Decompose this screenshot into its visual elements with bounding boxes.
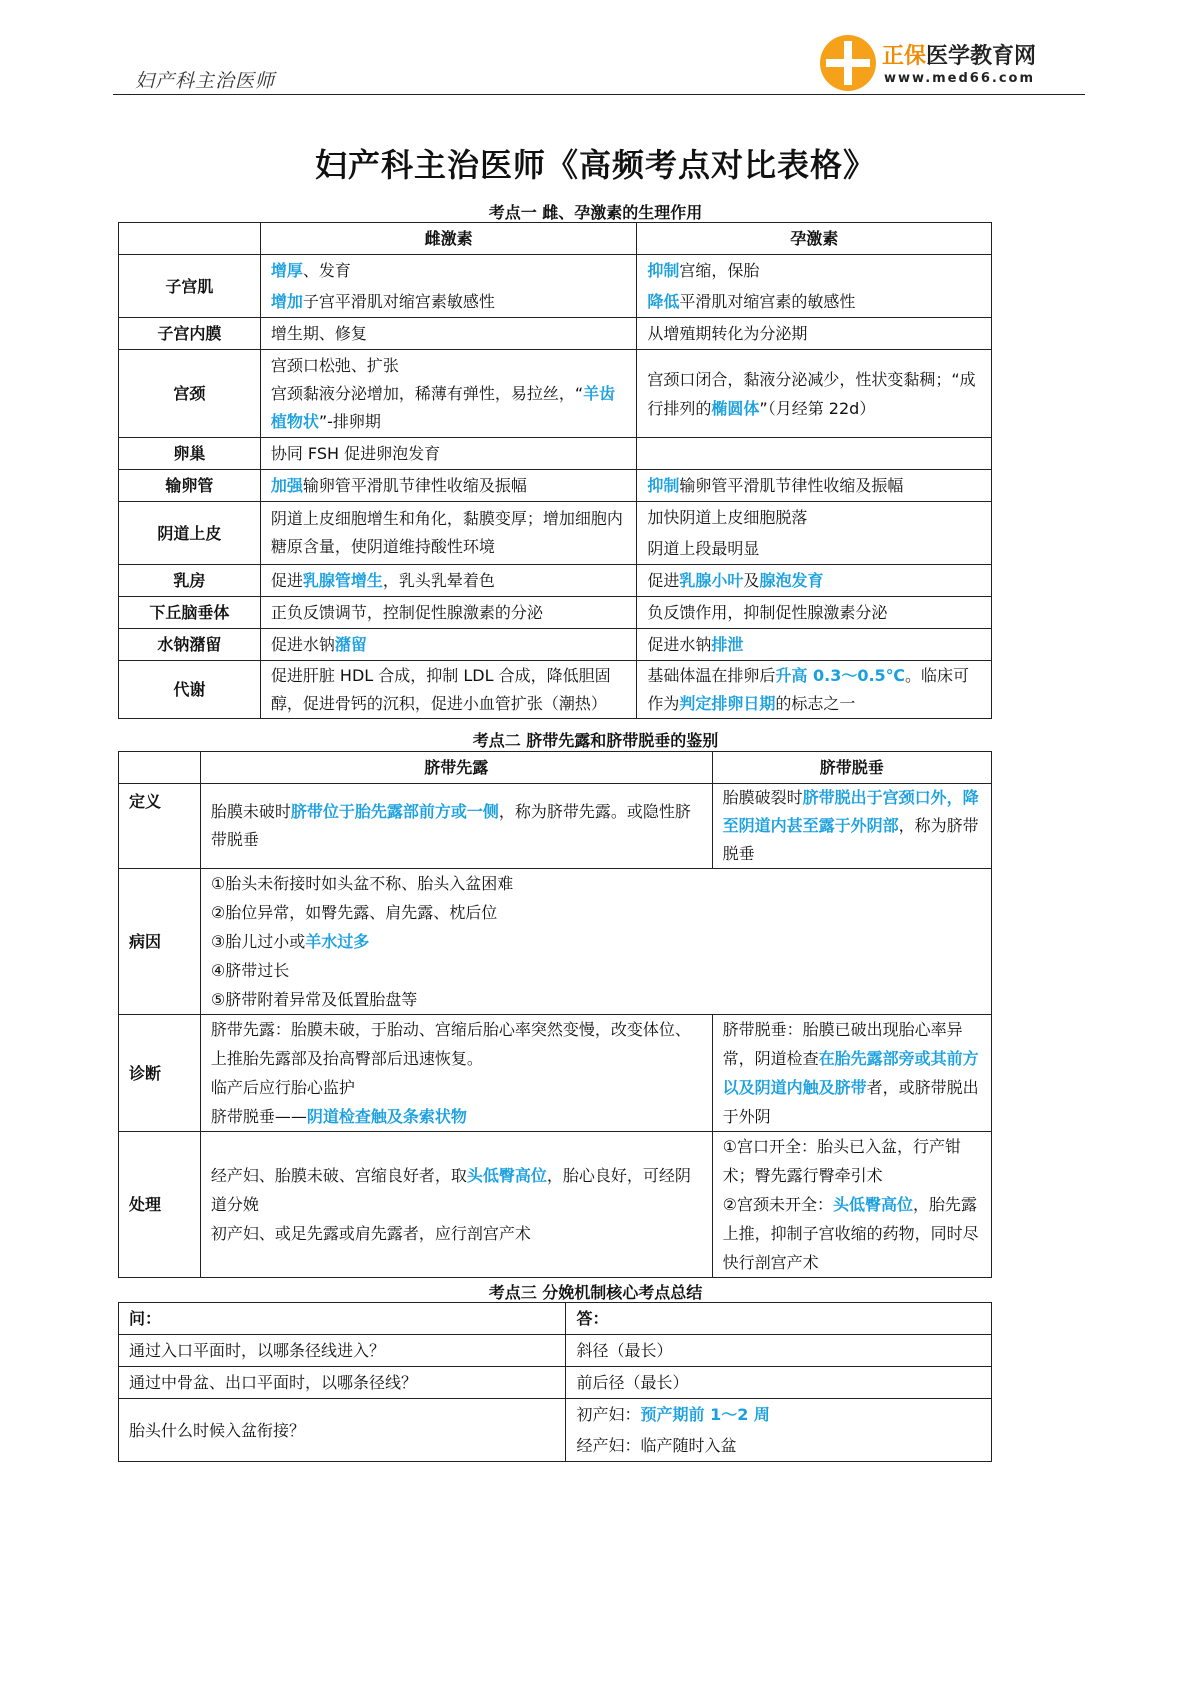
col-header-estrogen: 雌激素 bbox=[260, 223, 637, 255]
table-row bbox=[119, 470, 992, 502]
table-row bbox=[119, 869, 992, 1015]
header-subject: 妇产科主治医师 bbox=[135, 70, 276, 92]
question-cell: 通过入口平面时，以哪条径线进入？ bbox=[119, 1335, 566, 1367]
progesterone-cell: 促进水钠排泄 bbox=[637, 629, 992, 661]
progesterone-cell: 负反馈作用，抑制促性腺激素分泌 bbox=[637, 597, 992, 629]
hormone-table bbox=[118, 222, 992, 719]
table-row bbox=[119, 629, 992, 661]
estrogen-cell: 促进水钠潴留 bbox=[260, 629, 637, 661]
estrogen-cell: 促进乳腺管增生，乳头乳晕着色 bbox=[260, 565, 637, 597]
row-label: 子宫内膜 bbox=[119, 318, 261, 350]
table-row bbox=[119, 1367, 992, 1399]
estrogen-cell: 宫颈口松弛、扩张 宫颈黏液分泌增加，稀薄有弹性，易拉丝，“羊齿植物状”-排卵期 bbox=[260, 350, 637, 438]
col-header-progesterone: 孕激素 bbox=[637, 223, 992, 255]
table-row bbox=[119, 255, 992, 318]
question-cell: 胎头什么时候入盆衔接？ bbox=[119, 1399, 566, 1462]
table-row bbox=[119, 1015, 992, 1132]
section2-title: 考点二 脐带先露和脐带脱垂的鉴别 bbox=[472, 731, 719, 750]
row-label: 宫颈 bbox=[119, 350, 261, 438]
row-label: 病因 bbox=[119, 869, 201, 1015]
row-label: 诊断 bbox=[119, 1015, 201, 1132]
table-row bbox=[119, 597, 992, 629]
table-row bbox=[119, 350, 992, 438]
table-row bbox=[119, 784, 992, 869]
answer-cell: 初产妇：预产期前 1～2 周 经产妇：临产随时入盆 bbox=[566, 1399, 992, 1462]
logo-cross-icon bbox=[820, 35, 876, 91]
estrogen-cell: 协同 FSH 促进卵泡发育 bbox=[260, 438, 637, 470]
table-row bbox=[119, 318, 992, 350]
row-label: 定义 bbox=[119, 784, 201, 869]
estrogen-cell: 阴道上皮细胞增生和角化，黏膜变厚；增加细胞内糖原含量，使阴道维持酸性环境 bbox=[260, 502, 637, 565]
presentation-cell: 胎膜未破时脐带位于胎先露部前方或一侧，称为脐带先露。或隐性脐带脱垂 bbox=[200, 784, 712, 869]
table-row bbox=[119, 502, 992, 565]
answer-cell: 斜径（最长） bbox=[566, 1335, 992, 1367]
presentation-cell: 脐带先露：胎膜未破，于胎动、宫缩后胎心率突然变慢，改变体位、上推胎先露部及抬高臀部后迅速恢复。 临产后应行胎心监护 脐带脱垂——阴道检查触及条索状物 bbox=[200, 1015, 712, 1132]
progesterone-cell: 抑制宫缩，保胎 降低平滑肌对缩宫素的敏感性 bbox=[637, 255, 992, 318]
row-label: 输卵管 bbox=[119, 470, 261, 502]
section1-title: 考点一 雌、孕激素的生理作用 bbox=[488, 203, 703, 222]
estrogen-cell: 加强输卵管平滑肌节律性收缩及振幅 bbox=[260, 470, 637, 502]
table-corner bbox=[119, 752, 201, 784]
progesterone-cell: 抑制输卵管平滑肌节律性收缩及振幅 bbox=[637, 470, 992, 502]
page-title: 妇产科主治医师《高频考点对比表格》 bbox=[314, 146, 876, 184]
col-header-question: 问： bbox=[119, 1303, 566, 1335]
header-divider bbox=[113, 94, 1085, 95]
progesterone-cell bbox=[637, 438, 992, 470]
question-cell: 通过中骨盆、出口平面时，以哪条径线？ bbox=[119, 1367, 566, 1399]
row-label: 水钠潴留 bbox=[119, 629, 261, 661]
estrogen-cell: 促进肝脏 HDL 合成，抑制 LDL 合成，降低胆固醇，促进骨钙的沉积，促进小血管扩张（潮热） bbox=[260, 661, 637, 719]
prolapse-cell: 脐带脱垂：胎膜已破出现胎心率异常，阴道检查在胎先露部旁或其前方以及阴道内触及脐带者，或脐带脱出于外阴 bbox=[712, 1015, 991, 1132]
row-label: 处理 bbox=[119, 1132, 201, 1278]
presentation-cell: 经产妇、胎膜未破、宫缩良好者，取头低臀高位，胎心良好，可经阴道分娩 初产妇、或足先露或肩先露者，应行剖宫产术 bbox=[200, 1132, 712, 1278]
table-row bbox=[119, 438, 992, 470]
table-row bbox=[119, 1132, 992, 1278]
progesterone-cell: 加快阴道上皮细胞脱落 阴道上段最明显 bbox=[637, 502, 992, 565]
col-header-presentation: 脐带先露 bbox=[200, 752, 712, 784]
estrogen-cell: 增厚、发育 增加子宫平滑肌对缩宫素敏感性 bbox=[260, 255, 637, 318]
umbilical-table bbox=[118, 751, 992, 1278]
col-header-answer: 答： bbox=[566, 1303, 992, 1335]
prolapse-cell: ①宫口开全：胎头已入盆，行产钳术；臀先露行臀牵引术 ②宫颈未开全：头低臀高位，胎先露上推，抑制子宫收缩的药物，同时尽快行剖宫产术 bbox=[712, 1132, 991, 1278]
cause-cell: ①胎头未衔接时如头盆不称、胎头入盆困难 ②胎位异常，如臀先露、肩先露、枕后位 ③胎儿过小或羊水过多 ④脐带过长 ⑤脐带附着异常及低置胎盘等 bbox=[200, 869, 991, 1015]
brand-logo bbox=[820, 33, 1050, 93]
progesterone-cell: 促进乳腺小叶及腺泡发育 bbox=[637, 565, 992, 597]
table-row bbox=[119, 565, 992, 597]
logo-name: 正保医学教育网 bbox=[882, 44, 1037, 69]
progesterone-cell: 基础体温在排卵后升高 0.3～0.5℃。临床可作为判定排卵日期的标志之一 bbox=[637, 661, 992, 719]
answer-cell: 前后径（最长） bbox=[566, 1367, 992, 1399]
prolapse-cell: 胎膜破裂时脐带脱出于宫颈口外，降至阴道内甚至露于外阴部，称为脐带脱垂 bbox=[712, 784, 991, 869]
row-label: 子宫肌 bbox=[119, 255, 261, 318]
estrogen-cell: 增生期、修复 bbox=[260, 318, 637, 350]
table-row bbox=[119, 1335, 992, 1367]
table-row bbox=[119, 661, 992, 719]
row-label: 下丘脑垂体 bbox=[119, 597, 261, 629]
estrogen-cell: 正负反馈调节，控制促性腺激素的分泌 bbox=[260, 597, 637, 629]
row-label: 阴道上皮 bbox=[119, 502, 261, 565]
row-label: 卵巢 bbox=[119, 438, 261, 470]
col-header-prolapse: 脐带脱垂 bbox=[712, 752, 991, 784]
section3-title: 考点三 分娩机制核心考点总结 bbox=[488, 1283, 703, 1302]
progesterone-cell: 从增殖期转化为分泌期 bbox=[637, 318, 992, 350]
logo-url: www.med66.com bbox=[884, 71, 1036, 86]
table-corner bbox=[119, 223, 261, 255]
row-label: 代谢 bbox=[119, 661, 261, 719]
row-label: 乳房 bbox=[119, 565, 261, 597]
progesterone-cell: 宫颈口闭合，黏液分泌减少，性状变黏稠；“成行排列的椭圆体”（月经第 22d） bbox=[637, 350, 992, 438]
table-row bbox=[119, 1399, 992, 1462]
labor-table bbox=[118, 1302, 992, 1462]
